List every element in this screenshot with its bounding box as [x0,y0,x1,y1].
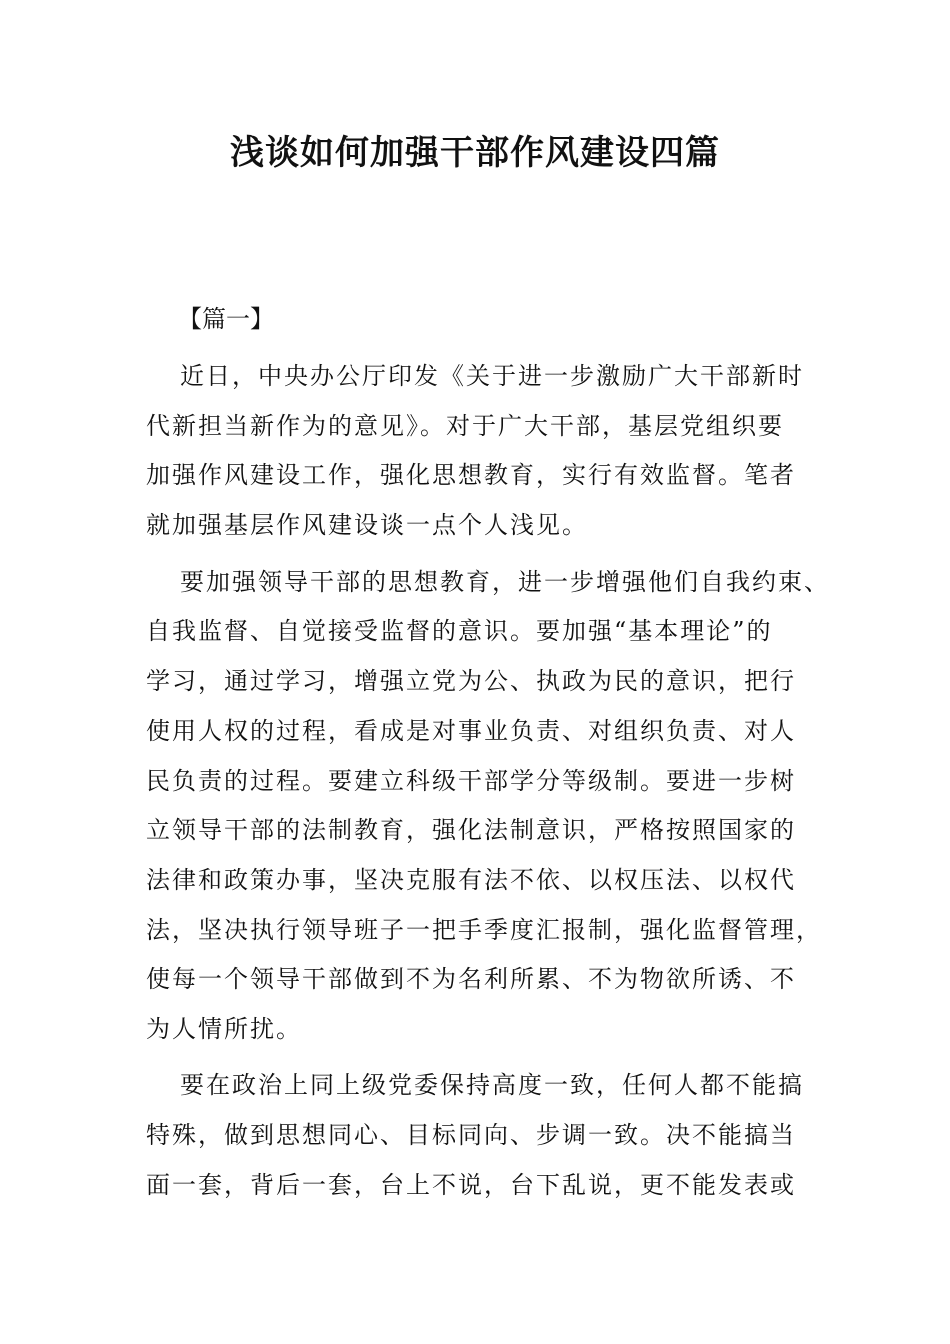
paragraph-line: 就加强基层作风建设谈一点个人浅见。 [146,511,588,539]
paragraph-line: 法律和政策办事，坚决克服有法不依、以权压法、以权代 [146,866,796,894]
paragraph-line: 近日，中央办公厅印发《关于进一步激励广大干部新时 [180,362,804,390]
document-title: 浅谈如何加强干部作风建设四篇 [230,133,720,173]
section-label: 【篇一】 [178,305,274,333]
paragraph-line: 使每一个领导干部做到不为名利所累、不为物欲所诱、不 [146,965,796,993]
paragraph-line: 为人情所扰。 [146,1015,302,1043]
paragraph-line: 代新担当新作为的意见》。对于广大干部，基层党组织要 [146,412,784,440]
paragraph-line: 面一套，背后一套，台上不说，台下乱说，更不能发表或 [146,1171,796,1199]
paragraph-line: 法，坚决执行领导班子一把手季度汇报制，强化监督管理， [146,916,822,944]
paragraph-line: 民负责的过程。要建立科级干部学分等级制。要进一步树 [146,767,796,795]
paragraph-line: 加强作风建设工作，强化思想教育，实行有效监督。笔者 [146,461,796,489]
paragraph-line: 自我监督、自觉接受监督的意识。要加强“基本理论”的 [146,617,773,645]
paragraph-line: 特殊，做到思想同心、目标同向、步调一致。决不能搞当 [146,1121,796,1149]
paragraph-line: 要在政治上同上级党委保持高度一致，任何人都不能搞 [180,1071,804,1099]
paragraph-line: 使用人权的过程，看成是对事业负责、对组织负责、对人 [146,717,796,745]
paragraph-line: 学习，通过学习，增强立党为公、执政为民的意识，把行 [146,667,796,695]
paragraph-line: 要加强领导干部的思想教育，进一步增强他们自我约束、 [180,568,830,596]
paragraph-line: 立领导干部的法制教育，强化法制意识，严格按照国家的 [146,816,796,844]
